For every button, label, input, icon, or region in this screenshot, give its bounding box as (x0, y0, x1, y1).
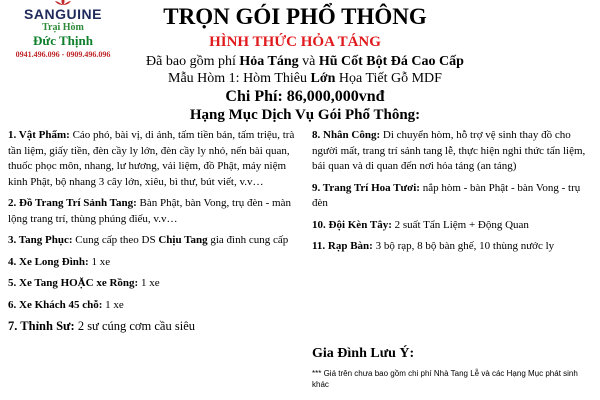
item-text: Cung cấp theo DS (72, 234, 156, 246)
price-value: 86,000,000vnđ (286, 88, 385, 105)
item-text: 3 bộ rạp, 8 bộ bàn ghế, 10 thùng nước ly (372, 240, 555, 252)
desc-and: và (302, 54, 316, 69)
logo-brand-text: SANGUINE (24, 6, 102, 22)
service-item-4 (8, 255, 302, 271)
model-suffix: Họa Tiết Gỗ MDF (338, 71, 442, 86)
item-text-2: gia đình cung cấp (207, 234, 289, 246)
item-text: 2 suất Tẩn Liệm + Động Quan (391, 218, 529, 231)
brand-logo (2, 6, 124, 59)
coffin-model (80, 71, 530, 87)
service-item-3 (8, 233, 302, 249)
item-title: 7. Thỉnh Sư: (8, 319, 75, 333)
desc-prefix: Đã bao gồm phí (146, 54, 236, 69)
service-item-11 (312, 239, 596, 255)
item-text: 1 xe (88, 255, 111, 268)
item-title: 4. Xe Long Đình: (8, 255, 89, 268)
price (80, 88, 530, 106)
logo-subtitle: Trại Hòm (42, 22, 84, 33)
service-item-7 (8, 319, 302, 335)
service-item-2 (8, 196, 302, 227)
model-prefix: Mẫu Hòm 1: Hòm Thiêu (168, 71, 307, 86)
item-title: 10. Đội Kèn Tây: (312, 218, 392, 231)
item-text: Bàn Phật, bàn Vong, trụ đèn - màn lộng trang trí, thùng phúng điếu, v.v… (8, 197, 291, 225)
logo-name: Đức Thịnh (33, 33, 93, 48)
item-title: 9. Trang Trí Hoa Tươi: (312, 181, 420, 194)
service-item-5 (8, 276, 302, 292)
note-title: Gia Đình Lưu Ý: (312, 346, 415, 361)
item-title: 2. Đồ Trang Trí Sảnh Tang: (8, 197, 137, 209)
service-item-6 (8, 298, 302, 314)
item-text: 2 sư cúng cơm cầu siêu (74, 319, 195, 333)
service-item-10 (312, 218, 596, 234)
item-title: 8. Nhân Công: (312, 129, 381, 141)
price-label: Chi Phí: (225, 88, 283, 105)
model-bold: Lớn (310, 71, 336, 86)
logo-phones: 0941.496.096 - 0909.496.096 (15, 50, 111, 59)
lotus-icon (55, 0, 71, 5)
item-title: 6. Xe Khách 45 chỗ: (8, 298, 103, 311)
item-title: 1. Vật Phẩm: (8, 129, 70, 141)
item-text: 1 xe (138, 277, 160, 289)
page-subtitle: HÌNH THỨC HỎA TÁNG (209, 34, 381, 50)
services-left-column (8, 128, 302, 341)
item-title: 5. Xe Tang HOẶC xe Rồng: (8, 277, 139, 289)
section-title: Hạng Mục Dịch Vụ Gói Phổ Thông: (189, 107, 421, 123)
desc-bold-2: Hũ Cốt Bột Đá Cao Cấp (318, 54, 464, 69)
services-right-column (312, 128, 596, 261)
desc-bold-1: Hỏa Táng (239, 54, 299, 69)
item-text: Cáo phó, bài vị, di ảnh, tấm tiền bản, tấm triệu, trà tần liệm, giấy tiền, đèn cầy ly lớn, đèn cầy ly nhỏ, nến bài quan, thuốc phọc môn, nhang, lư hương, vải liệm, đồ Phật, máy niệm kinh Phật, bộ nhang 3 cây lớn, xiêu, bì thư, bút viết, v.v… (8, 129, 295, 188)
item-text: nắp hòm - bàn Phật - bàn Vong - trụ đèn (312, 181, 581, 209)
item-title: 11. Rạp Bàn: (312, 240, 373, 252)
service-item-9 (312, 181, 596, 212)
item-text: Di chuyển hòm, hỗ trợ vệ sinh thay đồ cho người mất, trang trí sảnh tang lễ, thực hiện nghi thức tẩn liệm, bái quan và di quan đến nơi hỏa táng (an táng) (312, 129, 586, 172)
item-bold: Chịu Tang (155, 234, 208, 246)
service-item-1 (8, 128, 302, 190)
page-title: TRỌN GÓI PHỔ THÔNG (163, 4, 427, 29)
item-text: 1 xe (102, 298, 124, 311)
logo-brand (2, 6, 124, 22)
package-includes (80, 54, 530, 70)
note-text: *** Giá trên chưa bao gồm chi phí Nhà Tang Lễ và các Hạng Mục phát sinh khác (312, 369, 578, 389)
service-item-8 (312, 128, 596, 175)
item-title: 3. Tang Phục: (8, 234, 73, 246)
